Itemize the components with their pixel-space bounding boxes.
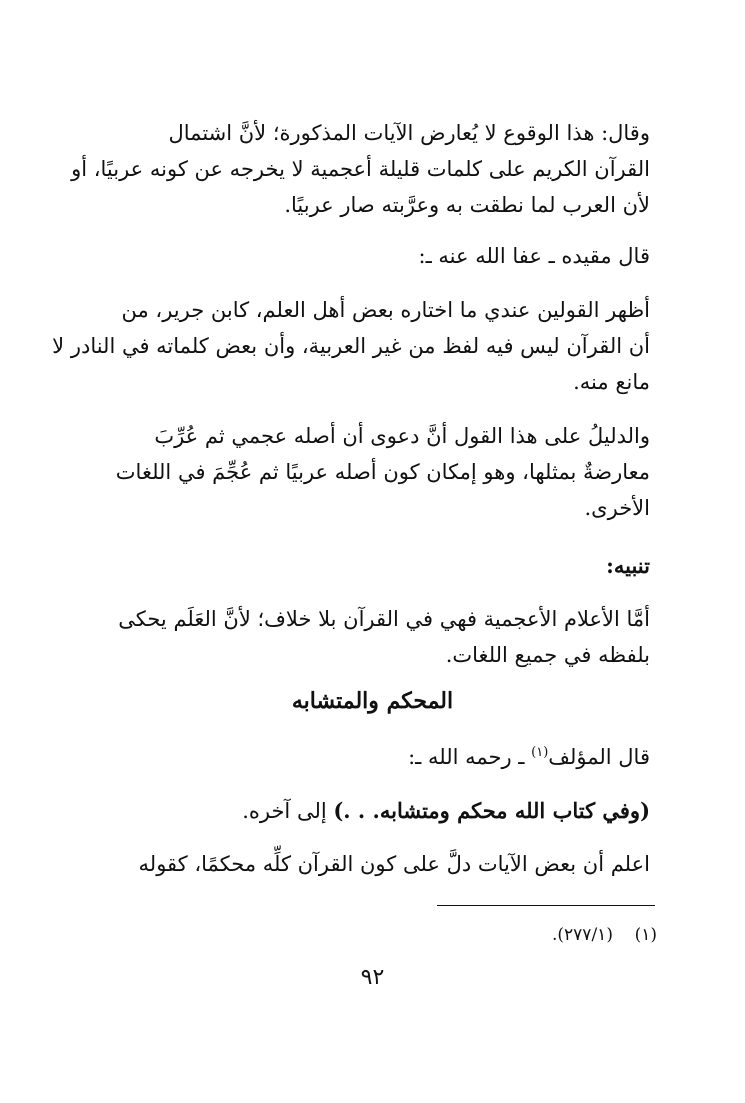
paragraph-notice-title [75, 548, 650, 584]
text-line: بلفظه في جميع اللغات. [445, 643, 650, 667]
text-line: أن القرآن ليس فيه لفظ من غير العربية، وأن بعض كلماته في النادر لا [52, 334, 650, 358]
footnote-ref[interactable]: (١) [531, 745, 549, 760]
text-line: والدليلُ على هذا القول أنَّ دعوى أن أصله عجمي ثم عُرِّبَ [154, 424, 650, 448]
text-line: أمَّا الأعلام الأعجمية فهي في القرآن بلا خلاف؛ لأنَّ العَلَم يحكى [118, 607, 650, 631]
footnote-text: (٢٧٧/١). [552, 925, 613, 945]
text-line: وقال: هذا الوقوع لا يُعارض الآيات المذكورة؛ لأنَّ اشتمال [168, 121, 650, 145]
page-number: ٩٢ [360, 965, 385, 990]
footnote [552, 925, 657, 945]
paragraph-opinion [52, 292, 650, 400]
text-line: اعلم أن بعض الآيات دلَّ على كون القرآن كلِّه محكمًا، كقوله [138, 852, 650, 876]
text-line: لأن العرب لما نطقت به وعرَّبته صار عربيًا. [284, 193, 650, 217]
text-line: القرآن الكريم على كلمات قليلة أعجمية لا يخرجه عن كونه عربيًا، أو [71, 157, 650, 181]
paragraph-foreign-names [75, 601, 650, 673]
text-line: مانع منه. [573, 370, 650, 394]
section-heading: المحكم والمتشابه [291, 688, 454, 714]
text-span: قال المؤلف [548, 745, 650, 769]
quoted-text-bold: (وفي كتاب الله محكم ومتشابه. . .) [333, 798, 650, 823]
text-line [75, 793, 650, 829]
paragraph-quoted-text [75, 793, 650, 829]
footnote-marker: (١) [634, 925, 657, 945]
paragraph-author-note [75, 238, 650, 274]
text-line: الأخرى. [584, 496, 650, 520]
paragraph-evidence [75, 418, 650, 526]
paragraph-quote-waqal [71, 115, 650, 223]
text-span: إلى آخره. [242, 799, 334, 823]
text-line: معارضةٌ بمثلها، وهو إمكان كون أصله عربيًا ثم عُجِّمَ في اللغات [115, 460, 650, 484]
paragraph-author-says [75, 735, 650, 775]
text-line [75, 735, 650, 775]
footnote-divider [437, 905, 655, 906]
text-line: تنبيه: [606, 553, 650, 578]
text-span: ـ رحمه الله ـ: [408, 745, 532, 769]
paragraph-know-that [75, 846, 650, 882]
text-line: أظهر القولين عندي ما اختاره بعض أهل العلم، كابن جرير، من [121, 298, 650, 322]
text-line: قال مقيده ـ عفا الله عنه ـ: [418, 244, 650, 268]
